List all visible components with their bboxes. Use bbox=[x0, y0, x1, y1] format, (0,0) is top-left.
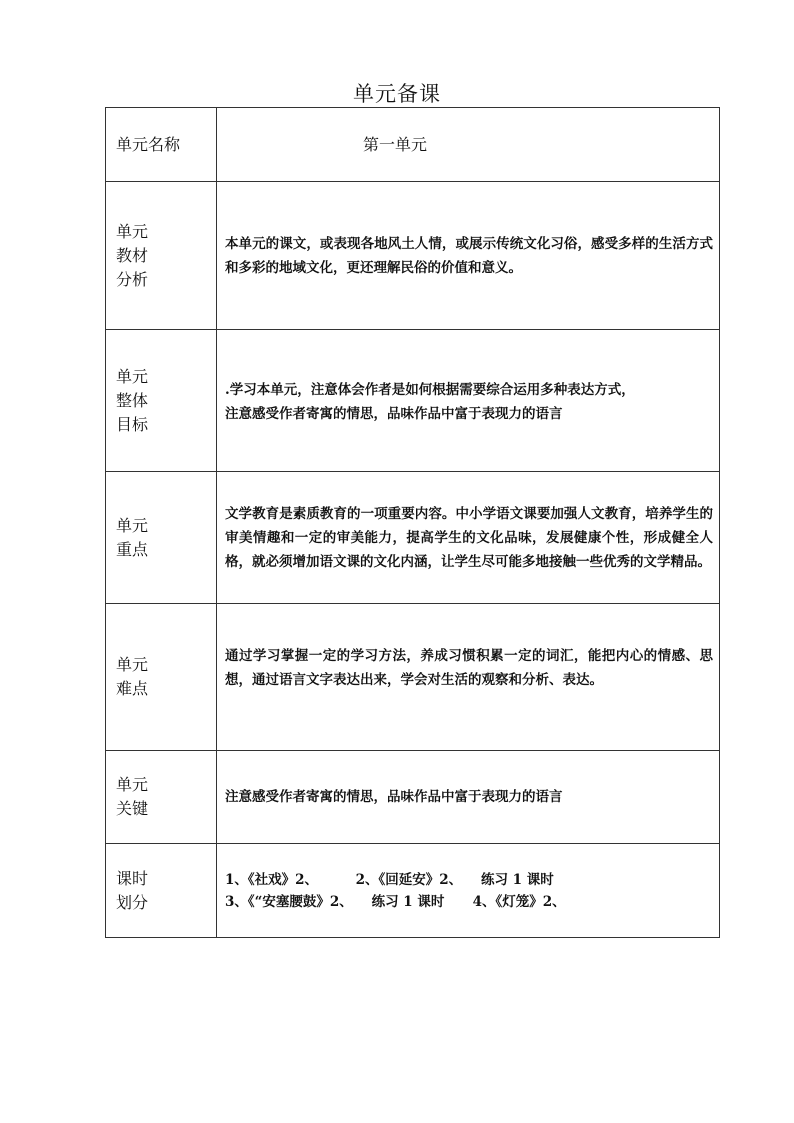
table-row bbox=[106, 751, 720, 844]
label-line: 重点 bbox=[116, 539, 149, 559]
label-line: 分析 bbox=[116, 269, 149, 289]
label-line: 目标 bbox=[116, 414, 149, 434]
key-line: 注意感受作者寄寓的情思，品味作品中富于表现力的语言 bbox=[225, 789, 563, 805]
difficulties-text bbox=[217, 604, 720, 751]
label-line: 单元 bbox=[116, 515, 149, 535]
lesson-plan-table bbox=[105, 107, 720, 938]
schedule-line: 3、《“安塞腰鼓》2、 练习 1 课时 4、《灯笼》2、 bbox=[225, 893, 566, 910]
page-title: 单元备课 bbox=[353, 82, 441, 106]
table-row bbox=[106, 108, 720, 182]
row-label-material-analysis bbox=[106, 182, 217, 330]
material-analysis-text bbox=[217, 182, 720, 330]
table-row bbox=[106, 182, 720, 330]
unit-name-value: 第一单元 bbox=[217, 108, 720, 182]
label-line: 单元 bbox=[116, 221, 149, 241]
key-text bbox=[217, 751, 720, 844]
label-line: 划分 bbox=[116, 892, 149, 912]
label-line: 关键 bbox=[116, 799, 149, 818]
schedule-text bbox=[217, 844, 720, 938]
label-line: 单元 bbox=[116, 775, 149, 794]
row-label-schedule bbox=[106, 844, 217, 938]
table-row bbox=[106, 844, 720, 938]
overall-goal-line: 注意感受作者寄寓的情思，品味作品中富于表现力的语言 bbox=[225, 406, 563, 422]
label-line: 课时 bbox=[116, 868, 149, 888]
difficulties-paragraph: 通过学习掌握一定的学习方法，养成习惯积累一定的词汇，能把内心的情感、思想，通过语言文字表达出来，学会对生活的观察和分析、表达。 bbox=[225, 648, 713, 688]
row-label-difficulties bbox=[106, 604, 217, 751]
material-analysis-paragraph: 本单元的课文，或表现各地风土人情，或展示传统文化习俗，感受多样的生活方式和多彩的地域文化，更还理解民俗的价值和意义。 bbox=[225, 235, 713, 276]
label-line: 单元 bbox=[116, 366, 149, 386]
overall-goal-text bbox=[217, 330, 720, 472]
row-label-key-points bbox=[106, 472, 217, 604]
row-label-key bbox=[106, 751, 217, 844]
overall-goal-line: .学习本单元，注意体会作者是如何根据需要综合运用多种表达方式， bbox=[225, 382, 635, 398]
label-line: 单元名称 bbox=[116, 134, 181, 154]
row-label-overall-goal bbox=[106, 330, 217, 472]
table-row bbox=[106, 604, 720, 751]
label-line: 单元 bbox=[116, 655, 149, 674]
label-line: 教材 bbox=[116, 245, 149, 265]
row-label-unit-name bbox=[106, 108, 217, 182]
table-row bbox=[106, 330, 720, 472]
schedule-line: 1、《社戏》2、 2、《回延安》2、 练习 1 课时 bbox=[225, 871, 554, 888]
key-points-paragraph: 文学教育是素质教育的一项重要内容。中小学语文课要加强人文教育，培养学生的审美情趣和一定的审美能力，提高学生的文化品味，发展健康个性，形成健全人格，就必须增加语文课的文化内涵，让学生尽可能多地接触一些优秀的文学精品。 bbox=[225, 505, 713, 570]
label-line: 难点 bbox=[116, 679, 149, 698]
label-line: 整体 bbox=[116, 390, 149, 410]
key-points-text bbox=[217, 472, 720, 604]
table-row bbox=[106, 472, 720, 604]
